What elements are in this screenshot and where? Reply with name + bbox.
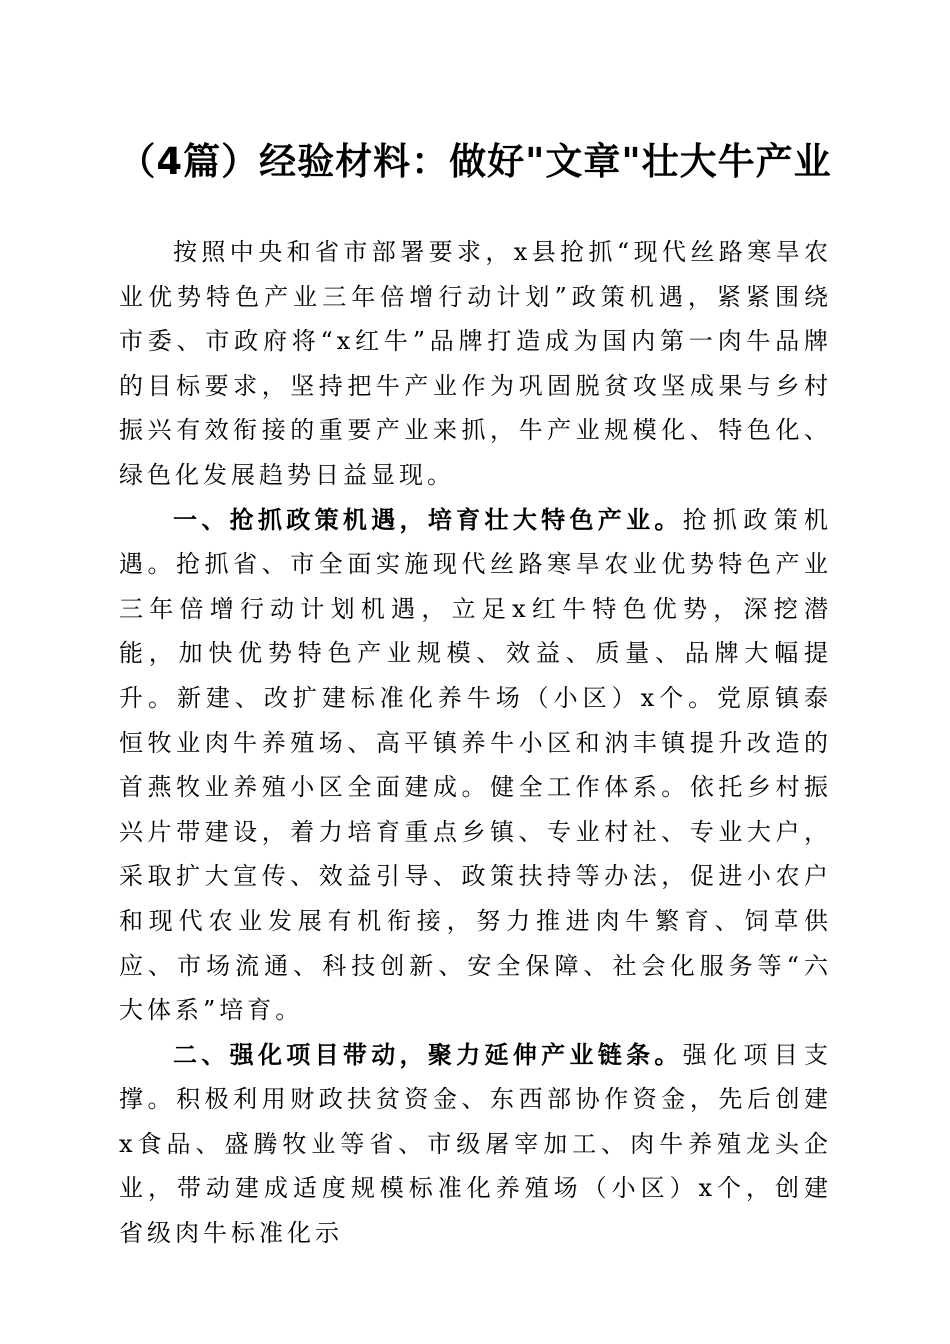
intro-paragraph: 按照中央和省市部署要求，x县抢抓“现代丝路寒旱农业优势特色产业三年倍增行动计划”政策机遇，紧紧围绕市委、市政府将“x红牛”品牌打造成为国内第一肉牛品牌的目标要求，坚持把牛产业作为巩固脱贫攻坚成果与乡村振兴有效衔接的重要产业来抓，牛产业规模化、特色化、绿色化发展趋势日益显现。 [119,238,832,489]
section-heading-1: 一、抢抓政策机遇，培育壮大特色产业。 [173,505,683,534]
document-title: （4篇）经验材料：做好"文章"壮大牛产业 [118,140,832,183]
section-paragraph-2 [119,1033,832,1256]
section-text-1: 抢抓政策机遇。抢抓省、市全面实施现代丝路寒旱农业优势特色产业三年倍增行动计划机遇，立足x红牛特色优势，深挖潜能，加快优势特色产业规模、效益、质量、品牌大幅提升。新建、改扩建标准化养牛场（小区）x个。党原镇泰恒牧业肉牛养殖场、高平镇养牛小区和汭丰镇提升改造的首燕牧业养殖小区全面建成。健全工作体系。依托乡村振兴片带建设，着力培育重点乡镇、专业村社、专业大户，采取扩大宣传、效益引导、政策扶持等办法，促进小农户和现代农业发展有机衔接，努力推进肉牛繁育、饲草供应、市场流通、科技创新、安全保障、社会化服务等“六大体系”培育。 [119,505,833,1025]
document-body [119,230,832,1256]
section-heading-2: 二、强化项目带动，聚力延伸产业链条。 [173,1040,683,1069]
section-text-2: 强化项目支撑。积极利用财政扶贫资金、东西部协作资金，先后创建x食品、盛腾牧业等省、市级屠宰加工、肉牛养殖龙头企业，带动建成适度规模标准化养殖场（小区）x个，创建省级肉牛标准化示 [119,1040,833,1248]
section-paragraph-1 [119,498,832,1033]
